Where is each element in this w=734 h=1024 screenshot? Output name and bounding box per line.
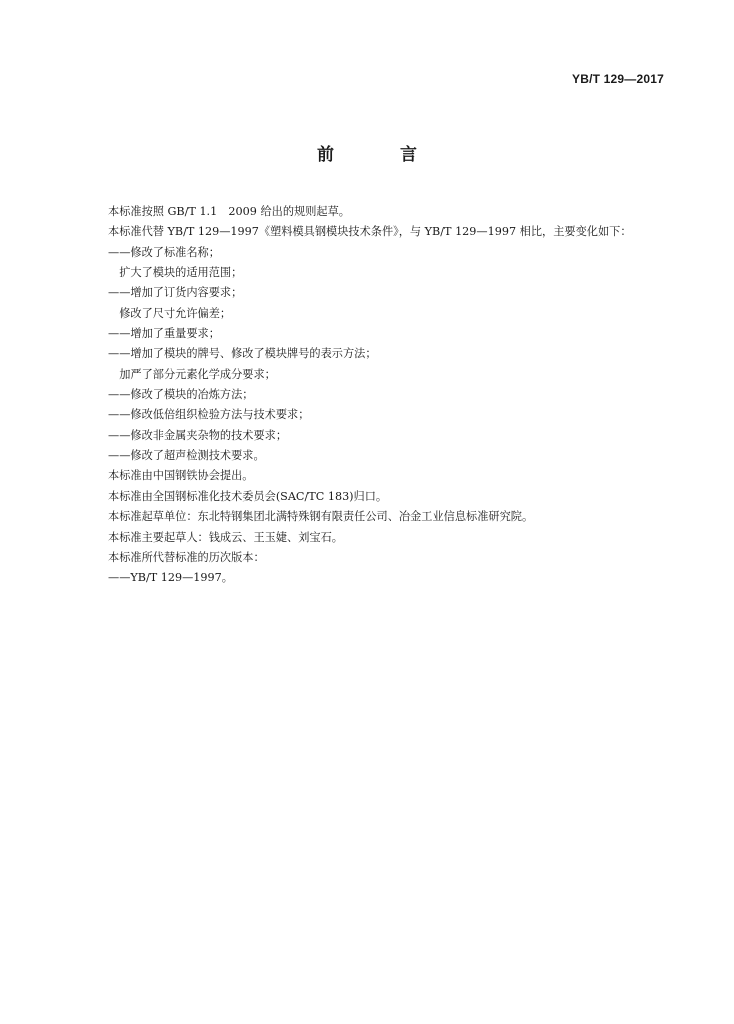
foreword-body [108, 202, 668, 589]
foreword-line: 扩大了模块的适用范围； [108, 266, 243, 280]
foreword-line: 本标准按照 GB/T 1.1 2009 给出的规则起草。 [108, 205, 350, 218]
foreword-line: ——修改非金属夹杂物的技术要求； [108, 428, 288, 442]
page-title: 前 言 [317, 145, 447, 165]
foreword-line: ——修改了超声检测技术要求。 [108, 449, 265, 463]
foreword-line: 本标准由全国钢标准化技术委员会(SAC/TC 183)归口。 [108, 489, 388, 503]
foreword-line: ——增加了模块的牌号、修改了模块牌号的表示方法； [108, 347, 377, 361]
foreword-line: ——修改了模块的冶炼方法； [108, 388, 254, 402]
standard-code: YB/T 129—2017 [572, 72, 664, 86]
foreword-line: 本标准起草单位：东北特钢集团北满特殊钢有限责任公司、冶金工业信息标准研究院。 [108, 510, 534, 524]
foreword-line: ——增加了订货内容要求； [108, 286, 243, 300]
foreword-line: ——修改低倍组织检验方法与技术要求； [108, 408, 310, 422]
foreword-line: 本标准主要起草人：钱成云、王玉婕、刘宝石。 [108, 530, 343, 544]
foreword-line: 本标准由中国钢铁协会提出。 [108, 469, 254, 483]
foreword-line: 本标准代替 YB/T 129—1997《塑料模具钢模块技术条件》，与 YB/T 129—1997 相比，主要变化如下： [108, 225, 632, 239]
foreword-line: ——增加了重量要求； [108, 327, 220, 341]
foreword-line: 修改了尺寸允许偏差； [108, 306, 232, 320]
foreword-line: 加严了部分元素化学成分要求； [108, 367, 276, 381]
foreword-line: ——YB/T 129—1997。 [108, 571, 233, 585]
foreword-line: 本标准所代替标准的历次版本： [108, 550, 265, 564]
foreword-line: ——修改了标准名称； [108, 245, 220, 259]
